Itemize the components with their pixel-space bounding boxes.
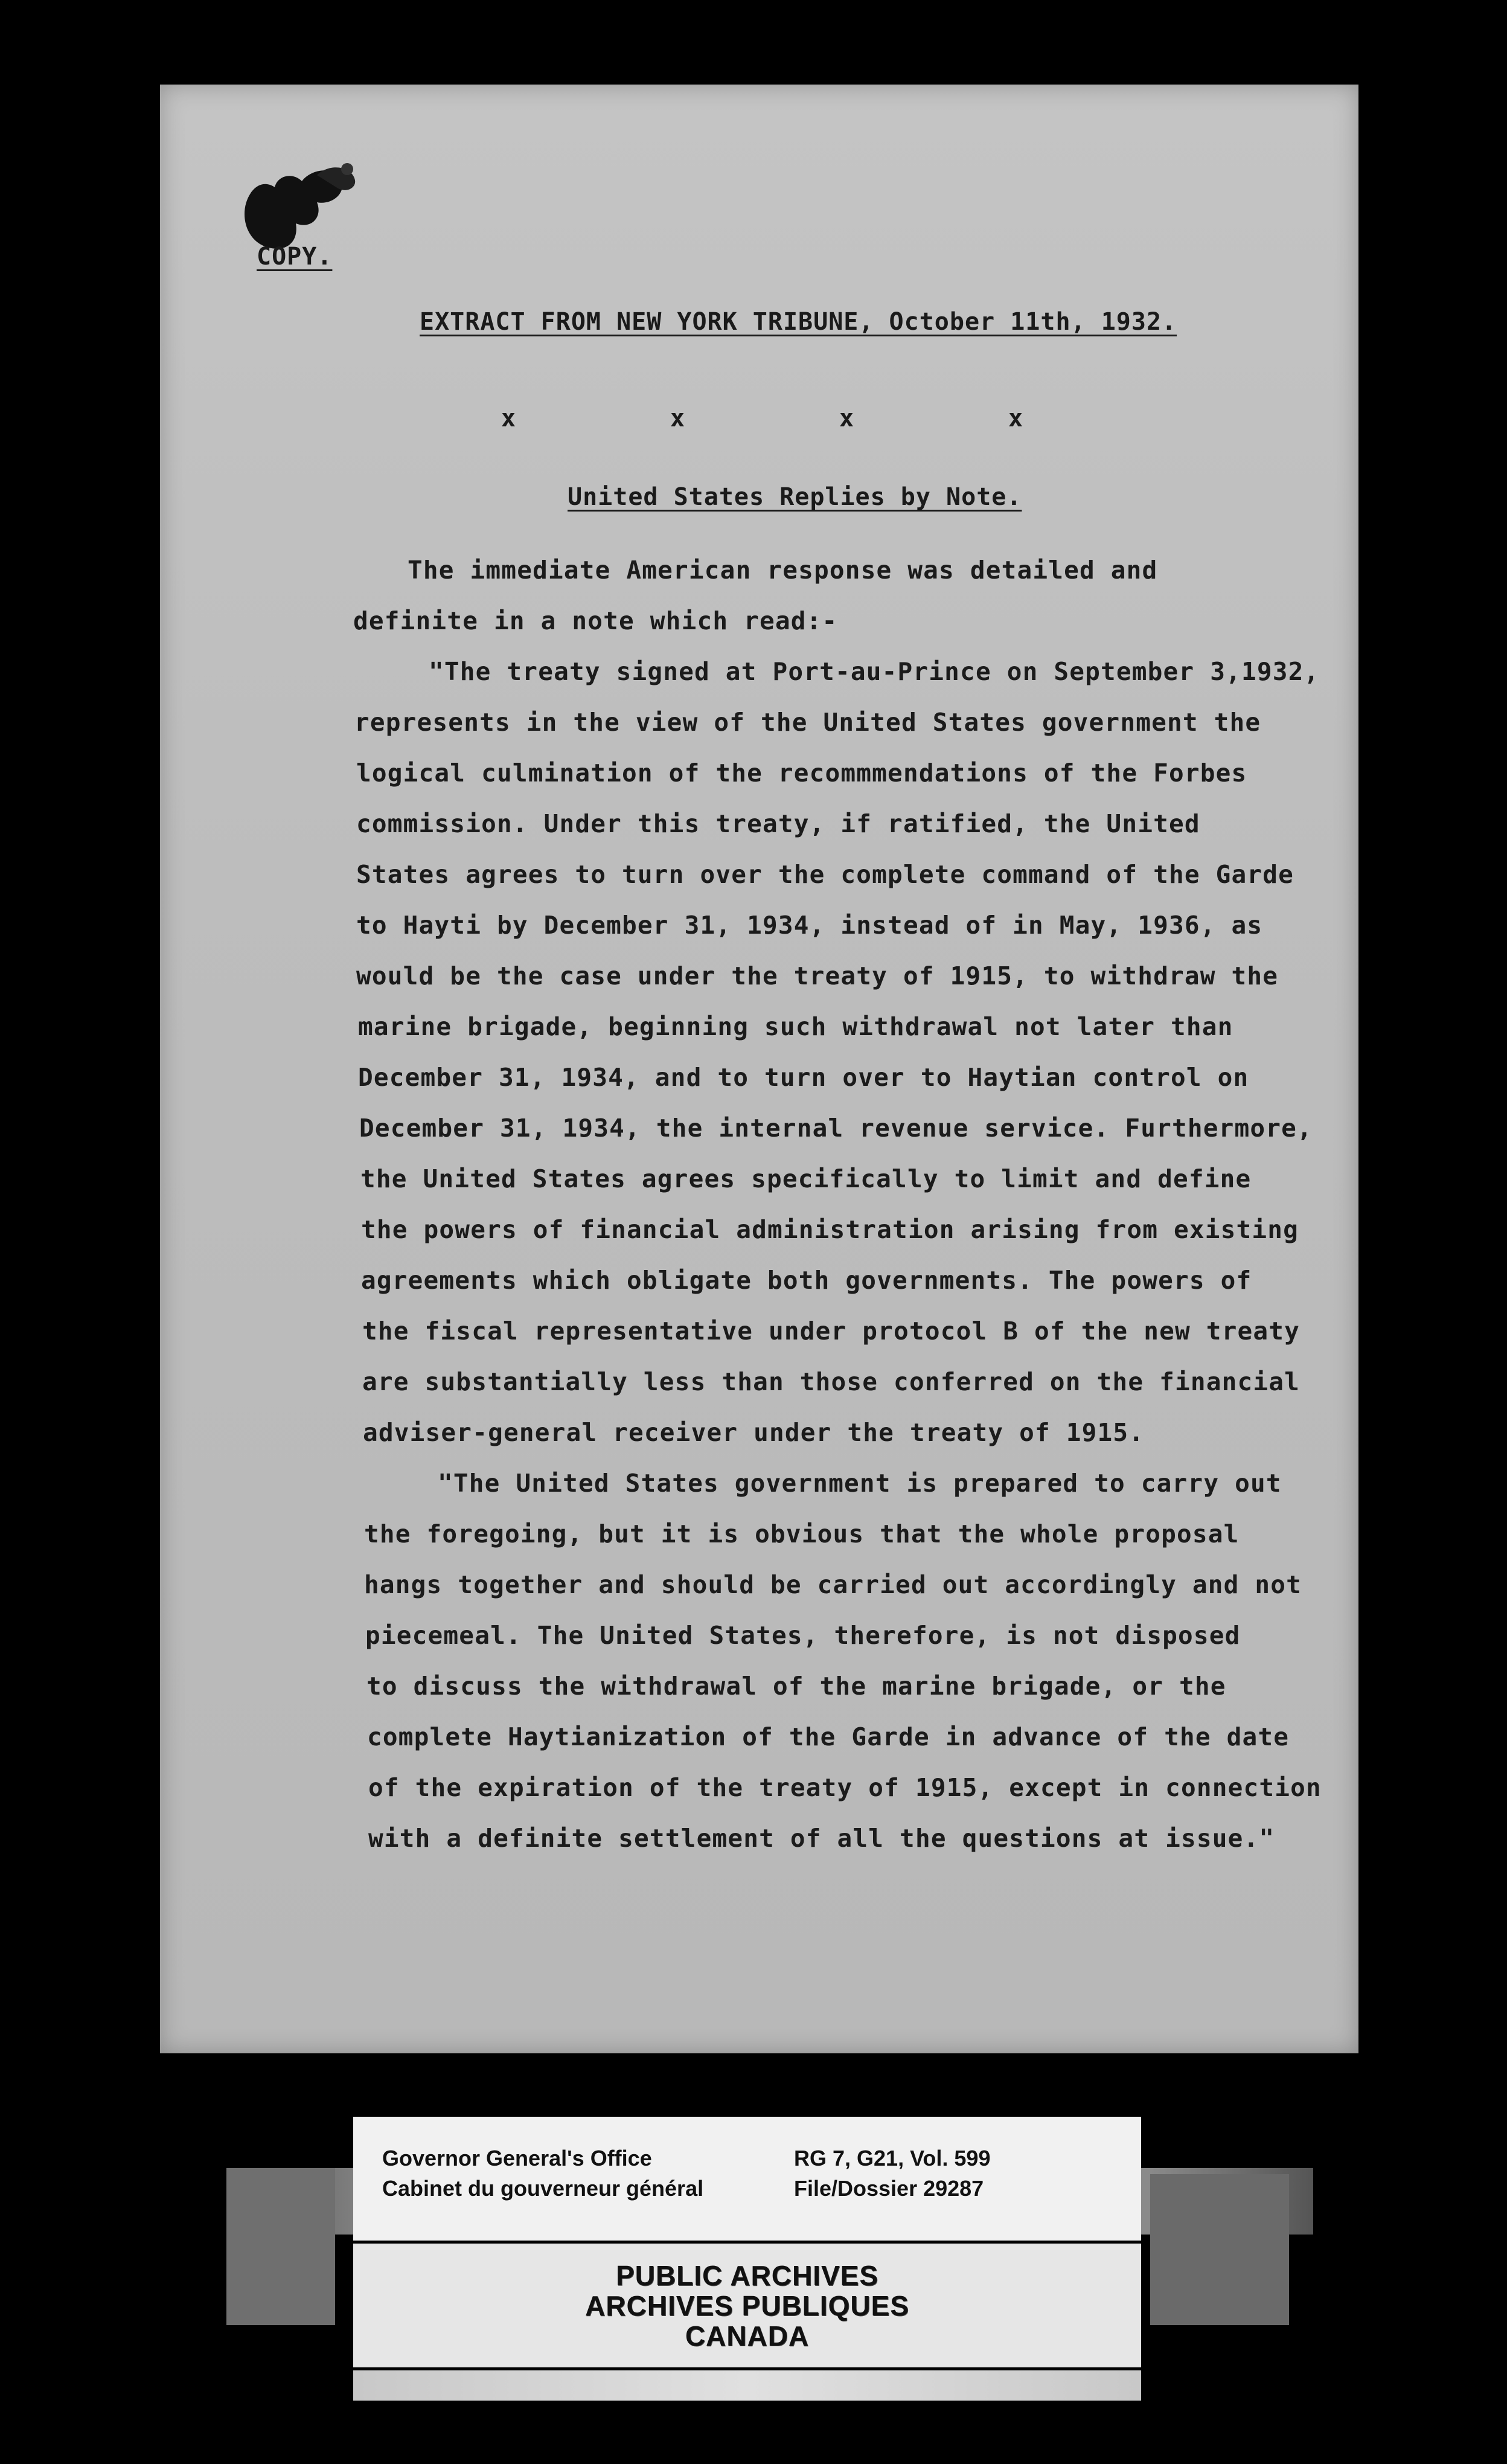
separator-mark: x bbox=[501, 405, 516, 432]
body-line: logical culmination of the recommmendations of the Forbes bbox=[356, 759, 1247, 788]
body-line: complete Haytianization of the Garde in advance of the date bbox=[367, 1722, 1290, 1751]
separator-mark: x bbox=[670, 405, 685, 432]
document-page bbox=[160, 85, 1358, 2053]
body-line: with a definite settlement of all the questions at issue." bbox=[368, 1824, 1275, 1853]
file-number: File/Dossier 29287 bbox=[794, 2176, 984, 2201]
public-archives-stamp bbox=[353, 2244, 1141, 2367]
body-line: hangs together and should be carried out accordingly and not bbox=[364, 1570, 1302, 1599]
body-line: commission. Under this treaty, if ratified, the United bbox=[356, 809, 1200, 838]
document-subheading: United States Replies by Note. bbox=[568, 483, 1022, 511]
stamp-line-fr: ARCHIVES PUBLIQUES bbox=[585, 2290, 909, 2321]
record-group-reference: RG 7, G21, Vol. 599 bbox=[794, 2146, 991, 2170]
stamp-line-en: PUBLIC ARCHIVES bbox=[616, 2260, 878, 2291]
film-holder-left bbox=[226, 2168, 335, 2325]
body-line: the fiscal representative under protocol B of the new treaty bbox=[362, 1317, 1301, 1346]
copy-label: COPY. bbox=[257, 243, 333, 271]
stamp-line-country: CANADA bbox=[685, 2320, 810, 2352]
body-line: to discuss the withdrawal of the marine brigade, or the bbox=[366, 1672, 1226, 1701]
body-line: marine brigade, beginning such withdrawal not later than bbox=[358, 1012, 1233, 1041]
archive-reference-label bbox=[353, 2117, 1141, 2241]
body-line: "The United States government is prepared to carry out bbox=[438, 1469, 1282, 1498]
body-line: the foregoing, but it is obvious that the whole proposal bbox=[364, 1519, 1240, 1548]
separator-mark: x bbox=[839, 405, 854, 432]
document-heading: EXTRACT FROM NEW YORK TRIBUNE, October 11th, 1932. bbox=[420, 308, 1177, 336]
film-holder-right bbox=[1150, 2174, 1289, 2325]
body-line: States agrees to turn over the complete command of the Garde bbox=[356, 860, 1294, 889]
office-name-en: Governor General's Office bbox=[382, 2146, 652, 2170]
body-line: represents in the view of the United States government the bbox=[354, 708, 1261, 737]
body-line: piecemeal. The United States, therefore, is not disposed bbox=[365, 1621, 1241, 1650]
body-line: The immediate American response was detailed and bbox=[408, 556, 1158, 585]
film-strip-edge bbox=[353, 2370, 1141, 2401]
body-line: agreements which obligate both governments. The powers of bbox=[361, 1266, 1252, 1295]
body-line: adviser-general receiver under the treaty of 1915. bbox=[363, 1418, 1145, 1447]
body-line: definite in a note which read:- bbox=[353, 606, 838, 635]
separator-mark: x bbox=[1008, 405, 1023, 432]
body-line: of the expiration of the treaty of 1915, except in connection bbox=[368, 1773, 1322, 1802]
body-line: December 31, 1934, and to turn over to Haytian control on bbox=[358, 1063, 1249, 1092]
body-line: "The treaty signed at Port-au-Prince on September 3,1932, bbox=[429, 657, 1320, 686]
body-line: December 31, 1934, the internal revenue service. Furthermore, bbox=[359, 1114, 1313, 1143]
body-line: the United States agrees specifically to limit and define bbox=[360, 1164, 1252, 1193]
body-line: to Hayti by December 31, 1934, instead of in May, 1936, as bbox=[356, 911, 1263, 940]
body-line: would be the case under the treaty of 1915, to withdraw the bbox=[356, 961, 1279, 990]
body-line: the powers of financial administration arising from existing bbox=[361, 1215, 1299, 1244]
office-name-fr: Cabinet du gouverneur général bbox=[382, 2176, 704, 2201]
body-line: are substantially less than those conferred on the financial bbox=[362, 1367, 1301, 1396]
